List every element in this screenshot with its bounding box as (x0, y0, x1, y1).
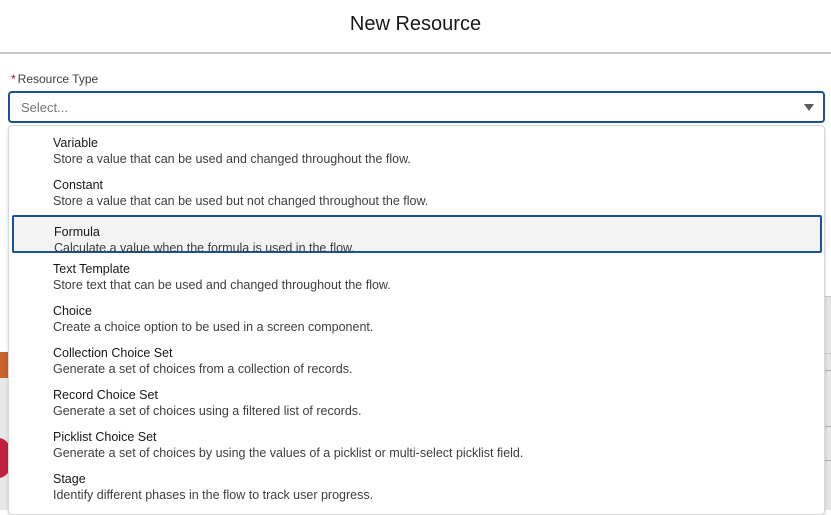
option-choice[interactable] (9, 294, 824, 336)
option-description: Generate a set of choices using a filtered list of records. (53, 404, 362, 418)
option-title: Text Template (53, 262, 130, 276)
option-title: Variable (53, 136, 98, 150)
option-description: Generate a set of choices from a collection of records. (53, 362, 353, 376)
resource-type-listbox (8, 125, 825, 515)
option-variable[interactable] (9, 126, 824, 168)
option-title: Choice (53, 304, 92, 318)
option-title: Picklist Choice Set (53, 430, 157, 444)
option-description: Store a value that can be used and changed throughout the flow. (53, 152, 411, 166)
option-title: Constant (53, 178, 104, 192)
option-record-choice-set[interactable] (9, 378, 824, 420)
option-description: Create a choice option to be used in a screen component. (53, 320, 374, 334)
option-text-template[interactable] (9, 252, 824, 294)
modal-header (0, 0, 831, 54)
chevron-down-icon[interactable] (804, 104, 814, 111)
required-marker: * (11, 72, 16, 86)
background-canvas-edge-left (0, 352, 8, 510)
option-description: Generate a set of choices by using the values of a picklist or multi-select picklist field. (53, 446, 524, 460)
resource-type-input[interactable] (21, 95, 781, 119)
option-description: Identify different phases in the flow to track user progress. (53, 488, 374, 502)
modal-title: New Resource (349, 12, 482, 35)
option-title: Formula (54, 225, 100, 239)
option-formula[interactable] (12, 215, 822, 253)
option-description: Store text that can be used and changed throughout the flow. (53, 278, 391, 292)
option-description: Calculate a value when the formula is used in the flow. (54, 241, 355, 255)
resource-type-label-text: Resource Type (17, 72, 99, 86)
option-title: Stage (53, 472, 86, 486)
option-picklist-choice-set[interactable] (9, 420, 824, 462)
resource-type-label (11, 72, 98, 86)
option-constant[interactable] (9, 168, 824, 210)
option-title: Record Choice Set (53, 388, 158, 402)
resource-type-combobox[interactable] (8, 91, 825, 123)
option-stage[interactable] (9, 462, 824, 504)
option-collection-choice-set[interactable] (9, 336, 824, 378)
option-title: Collection Choice Set (53, 346, 173, 360)
option-description: Store a value that can be used but not changed throughout the flow. (53, 194, 429, 208)
